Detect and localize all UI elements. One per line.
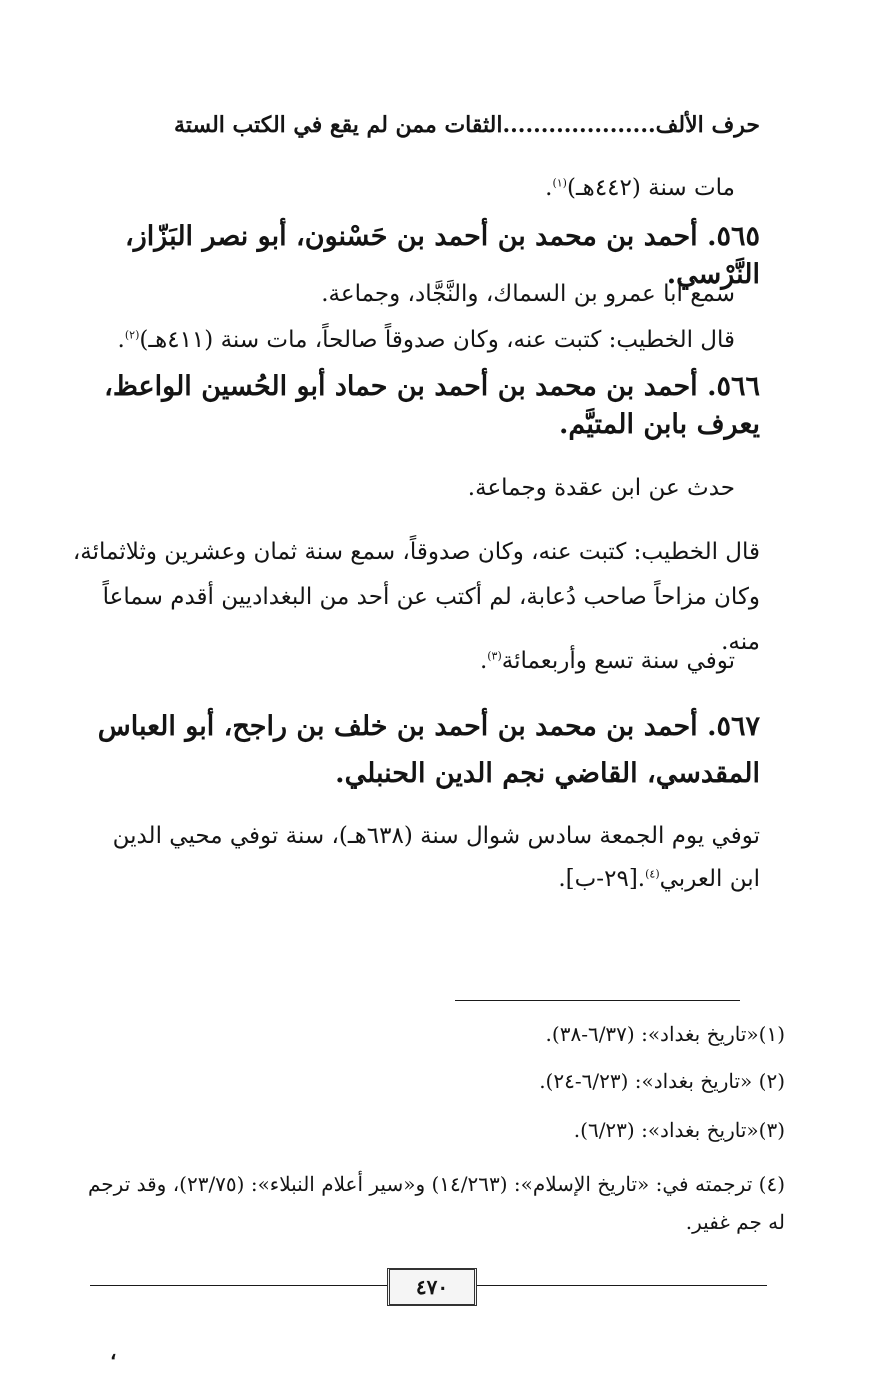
footnote-separator [455,1000,740,1001]
entry-566-title: ٥٦٦. أحمد بن محمد بن أحمد بن حماد أبو الحُسين الواعظ، يعرف بابن المتيَّم. [104,371,760,440]
footnote-ref-1: (١) [552,176,567,190]
ink-speck: ، [110,1340,117,1364]
entry-567-died: توفي يوم الجمعة سادس شوال سنة (٦٣٨هـ)، سنة توفي محيي الدين ابن العربي$^{(٤)}$.[٢٩-ب]. [112,823,760,892]
running-header [174,112,760,138]
header-title: الثقات ممن لم يقع في الكتب الستة [174,112,503,138]
header-section: حرف الألف [655,112,760,138]
footer-rule-right [471,1285,767,1286]
entry-565-khatib: قال الخطيب: كتبت عنه، وكان صدوقاً صالحاً، مات سنة (٤١١هـ)$^{(٢)}$. [117,327,735,353]
footnote-4: (٤) ترجمته في: «تاريخ الإسلام»: (١٤/٢٦٣) و«سير أعلام النبلاء»: (٢٣/٧٥)، وقد ترجم له جم غفير. [87,1172,785,1234]
entry-566-died: توفي سنة تسع وأربعمائة$^{(٣)}$. [479,648,735,674]
footnote-ref-2: (٢) [124,328,140,342]
entry-567-title: ٥٦٧. أحمد بن محمد بن أحمد بن خلف بن راجح، أبو العباس المقدسي، القاضي نجم الدين الحنبلي. [97,711,760,790]
page-number: ٤٧٠ [387,1268,477,1306]
footnote-ref-4: (٤) [645,866,660,880]
footnote-1: (١)«تاريخ بغداد»: (٦/٣٧-٣٨). [545,1022,785,1046]
death-date-442: مات سنة (٤٤٢هـ)$^{(١)}$. [545,175,735,201]
header-dots: .................... [502,112,656,138]
footnote-2: (٢) «تاريخ بغداد»: (٦/٢٣-٢٤). [539,1069,785,1093]
entry-565-title: ٥٦٥. أحمد بن محمد بن أحمد بن حَسْنون، أبو نصر البَزّاز، النَّرْسي. [125,221,760,290]
entry-565-heard: سمع أبا عمرو بن السماك، والنَّجَّاد، وجماعة. [321,281,735,307]
entry-566-narrated: حدث عن ابن عقدة وجماعة. [467,475,735,501]
footer-rule-left [90,1285,387,1286]
footnote-3: (٣)«تاريخ بغداد»: (٦/٢٣). [573,1118,785,1142]
footnote-ref-3: (٣) [487,649,502,663]
entry-566-khatib: قال الخطيب: كتبت عنه، وكان صدوقاً، سمع سنة ثمان وعشرين وثلاثمائة، وكان مزاحاً صاحب دُعابة، لم أكتب عن أحد من البغداديين أقدم سماعاً منه. [72,539,760,655]
folio-ref: .[٢٩-ب]. [558,865,646,892]
